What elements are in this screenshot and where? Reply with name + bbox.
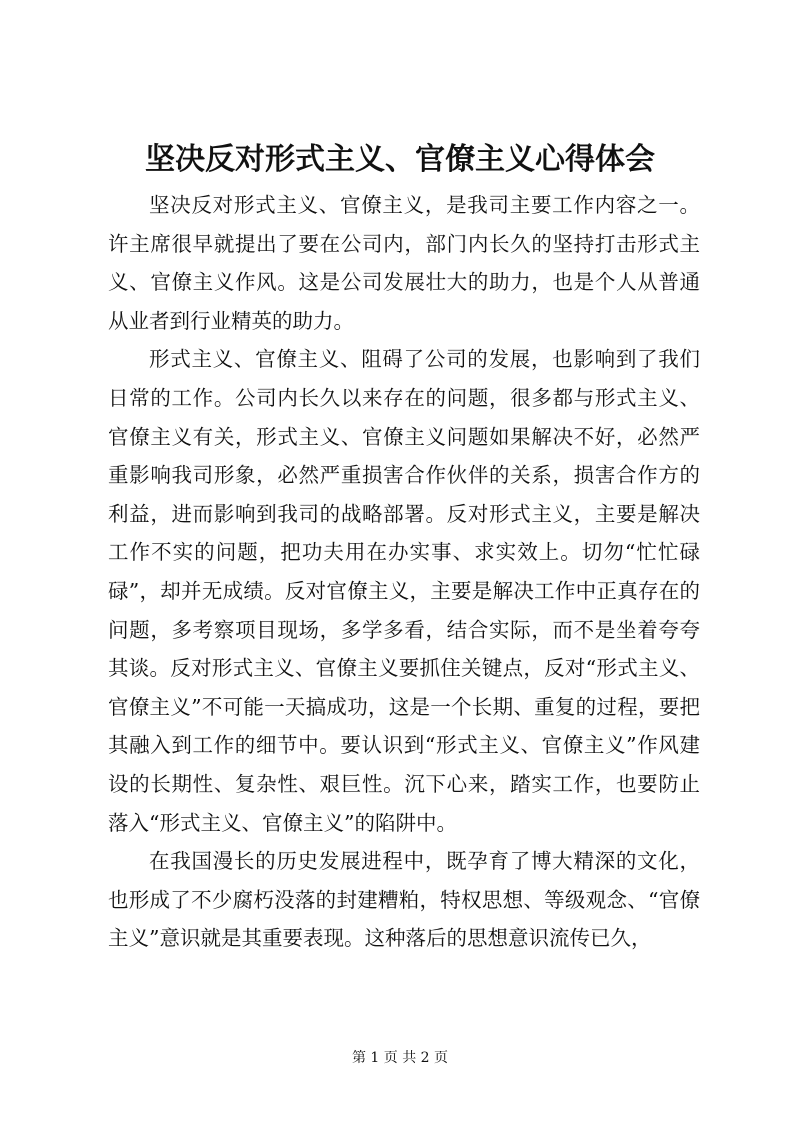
paragraph-2: 形式主义、官僚主义、阻碍了公司的发展，也影响到了我们日常的工作。公司内长久以来存在的问题，很多都与形式主义、官僚主义有关，形式主义、官僚主义问题如果解决不好，必然严重影响我司形象，必然严重损害合作伙伴的关系，损害合作方的利益，进而影响到我司的战略部署。反对形式主义，主要是解决工作不实的问题，把功夫用在办实事、求实效上。切勿“忙忙碌碌”，却并无成绩。反对官僚主义，主要是解决工作中正真存在的问题，多考察项目现场，多学多看，结合实际，而不是坐着夸夸其谈。反对形式主义、官僚主义要抓住关键点，反对“形式主义、官僚主义”不可能一天搞成功，这是一个长期、重复的过程，要把其融入到工作的细节中。要认识到“形式主义、官僚主义”作风建设的长期性、复杂性、艰巨性。沉下心来，踏实工作，也要防止落入“形式主义、官僚主义”的陷阱中。 xyxy=(108,347,700,835)
paragraph-1: 坚决反对形式主义、官僚主义，是我司主要工作内容之一。许主席很早就提出了要在公司内，部门内长久的坚持打击形式主义、官僚主义作风。这是公司发展壮大的助力，也是个人从普通从业者到行业精英的助力。 xyxy=(108,193,700,333)
paragraph-3: 在我国漫长的历史发展进程中，既孕育了博大精深的文化，也形成了不少腐朽没落的封建糟粕，特权思想、等级观念、“官僚主义”意识就是其重要表现。这种落后的思想意识流传已久， xyxy=(108,849,700,951)
document-body xyxy=(108,186,700,958)
document-title: 坚决反对形式主义、官僚主义心得体会 xyxy=(145,142,655,177)
page-footer: 第 1 页 共 2 页 xyxy=(351,1050,449,1066)
